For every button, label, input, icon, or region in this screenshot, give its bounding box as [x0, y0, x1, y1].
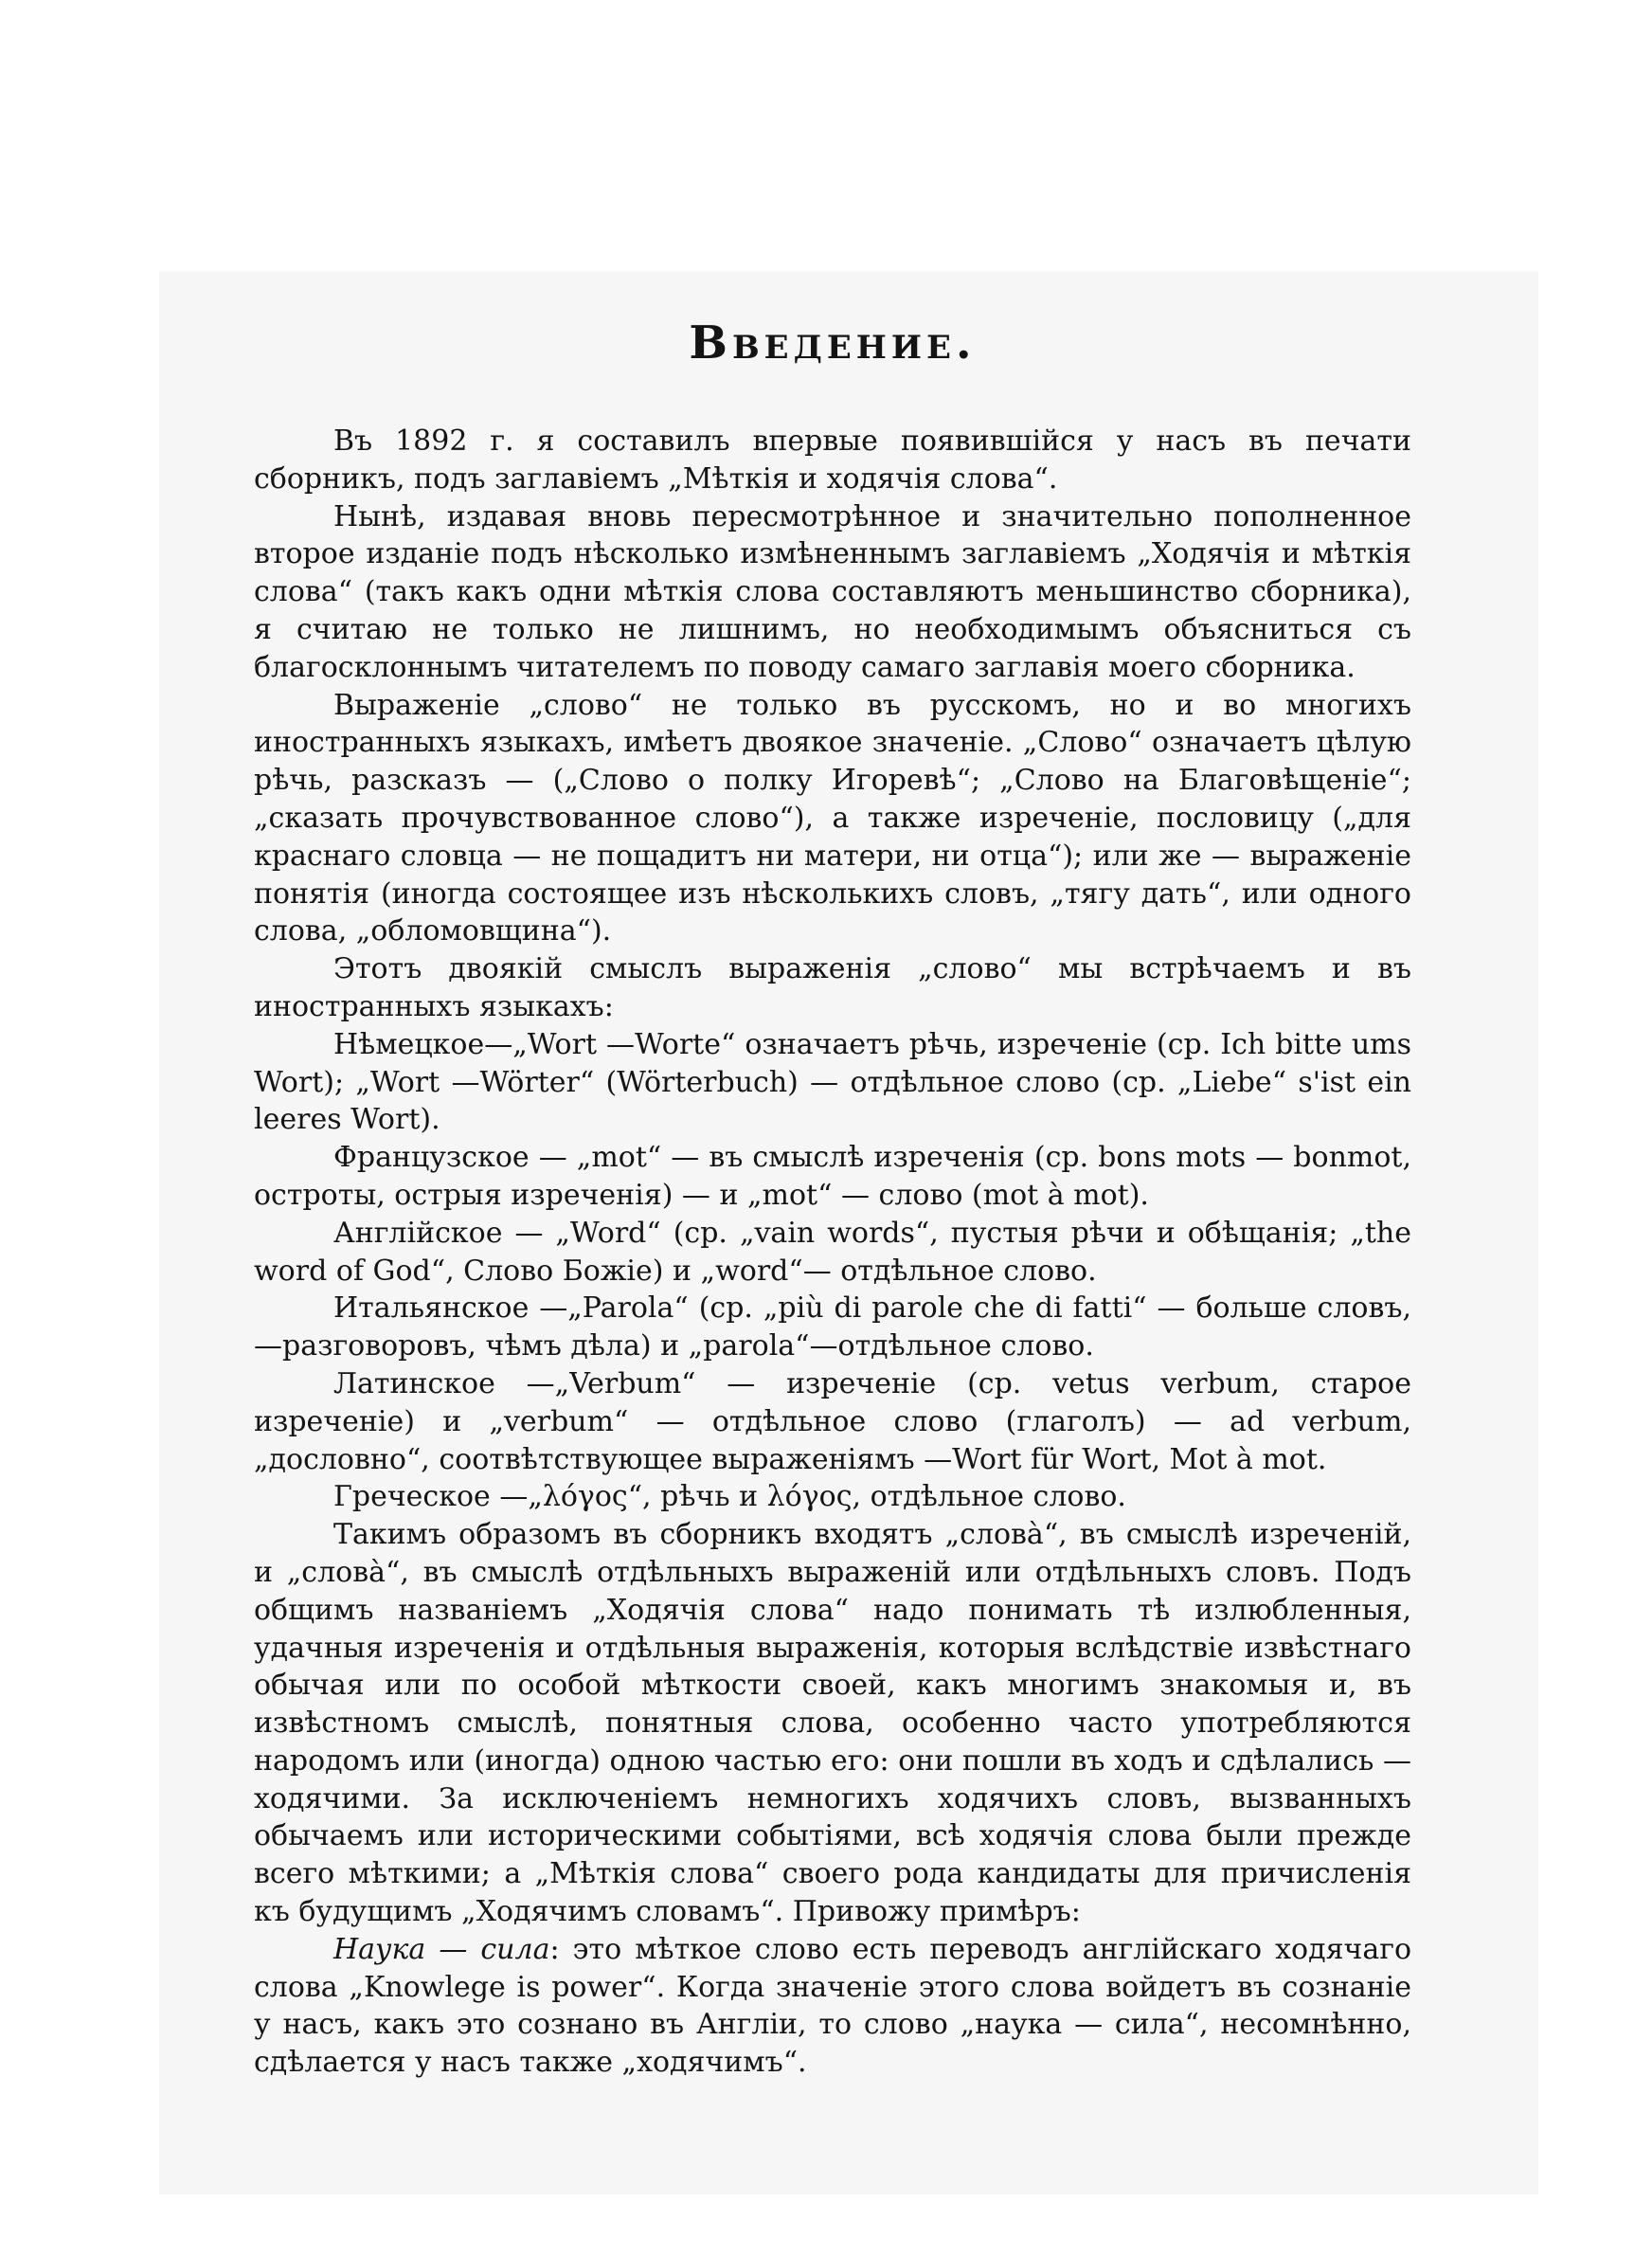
paragraph-french: Французское — „mot“ — въ смыслѣ изреченія (ср. bons mots — bonmot, остроты, острыя изреченія) — и „mot“ — слово (mot à mot). [254, 1141, 1411, 1212]
paragraph-foreign-languages: Этотъ двоякій смыслъ выраженія „слово“ мы встрѣчаемъ и въ иностранныхъ языкахъ: [254, 952, 1411, 1023]
paragraph-second-edition: Нынѣ, издавая вновь пересмотрѣнное и значительно пополненное второе изданіе подъ нѣсколько измѣненнымъ заглавіемъ „Ходячія и мѣткія слова“ (такъ какъ одни мѣткія слова составляютъ меньшинство сборника), я считаю не только не лишнимъ, но необходимымъ объясниться съ благосклоннымъ читателемъ по поводу самаго заглавія моего сборника. [254, 499, 1411, 684]
page-title: Введение. [689, 316, 977, 370]
example-text: : это мѣткое слово есть переводъ англійскаго ходячаго слова „Knowlege is power“. Когда значеніе этого слова войдетъ въ сознаніе у насъ, какъ это сознано въ Англіи, то слово „наука — сила“, несомнѣнно, сдѣлается у насъ также „ходячимъ“. [254, 1932, 1412, 2080]
paragraph-english: Англійское — „Word“ (ср. „vain words“, пустыя рѣчи и обѣщанія; „the word of God“, Слово Божіе) и „word“— отдѣльное слово. [254, 1216, 1411, 1288]
paragraph-example [254, 1931, 1411, 2082]
example-lead: Наука — сила [333, 1932, 550, 1966]
paragraph-german: Нѣмецкое—„Wort —Worte“ означаетъ рѣчь, изреченіе (ср. Ich bitte ums Wort); „Wort —Wörter“ (Wörterbuch) — отдѣльное слово (ср. „Liebe“ s'ist ein leeres Wort). [254, 1027, 1411, 1137]
document-page [254, 313, 1411, 2082]
paragraph-latin: Латинское —„Verbum“ — изреченіе (ср. vetus verbum, старое изреченіе) и „verbum“ — отдѣльное слово (глаголъ) — ad verbum, „дословно“, соотвѣтствующее выраженіямъ —Wort für Wort, Mot à mot. [254, 1366, 1411, 1476]
paragraph-greek: Греческое —„λόγος“, рѣчь и λόγος, отдѣльное слово. [333, 1480, 1126, 1514]
paragraph-italian: Итальянское —„Parola“ (ср. „più di parole che di fatti“ — больше словъ,—разговоровъ, чѣмъ дѣла) и „parola“—отдѣльное слово. [254, 1291, 1411, 1363]
paragraph-intro: Въ 1892 г. я составилъ впервые появившійся у насъ въ печати сборникъ, подъ заглавіемъ „Мѣткія и ходячія слова“. [254, 424, 1411, 496]
paragraph-word-meaning: Выраженіе „слово“ не только въ русскомъ, но и во многихъ иностранныхъ языкахъ, имѣетъ двоякое значеніе. „Слово“ означаетъ цѣлую рѣчь, разсказъ — („Слово о полку Игоревѣ“; „Слово на Благовѣщеніе“; „сказать прочувствованное слово“), а также изреченіе, пословицу („для краснаго словца — не пощадитъ ни матери, ни отца“); или же — выраженіе понятія (иногда состоящее изъ нѣсколькихъ словъ, „тягу дать“, или одного слова, „обломовщина“). [254, 688, 1411, 948]
paragraph-collection-scope: Такимъ образомъ въ сборникъ входятъ „слова̀“, въ смыслѣ изреченій, и „слова̀“, въ смыслѣ отдѣльныхъ выраженій или отдѣльныхъ словъ. Подъ общимъ названіемъ „Ходячія слова“ надо понимать тѣ излюбленныя, удачныя изреченія и отдѣльныя выраженія, которыя вслѣдствіе извѣстнаго обычая или по особой мѣткости своей, какъ многимъ знакомыя и, въ извѣстномъ смыслѣ, понятныя слова, особенно часто употребляются народомъ или (иногда) одною частью его: они пошли въ ходъ и сдѣлались — ходячими. За исключеніемъ немногихъ ходячихъ словъ, вызванныхъ обычаемъ или историческими событіями, всѣ ходячія слова были прежде всего мѣткими; а „Мѣткія слова“ своего рода кандидаты для причисленія къ будущимъ „Ходячимъ словамъ“. Привожу примѣръ: [254, 1518, 1411, 1929]
